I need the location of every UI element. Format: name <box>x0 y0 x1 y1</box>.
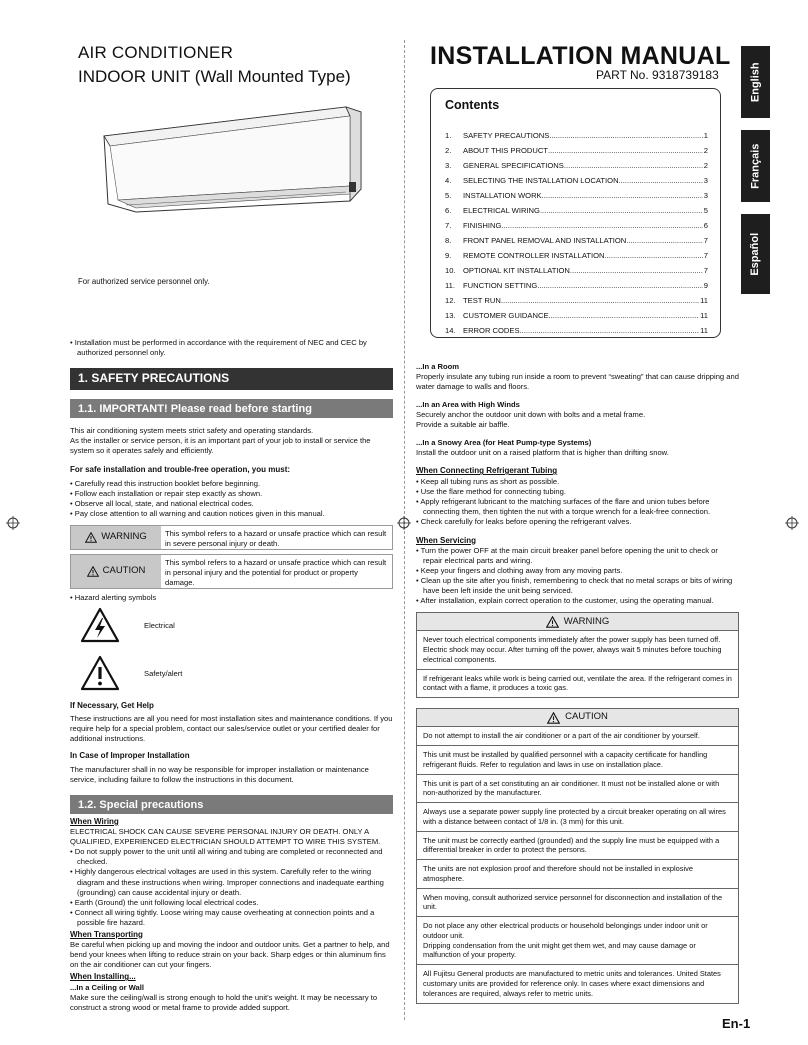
transporting-text: Be careful when picking up and moving the indoor and outdoor units. Get a partner to help, and bend your knees when lifting to reduce strain on your back. Sharp edges or thin aluminum fins on the air conditioner can cut your fingers. <box>70 940 390 970</box>
toc-entry[interactable] <box>445 309 708 324</box>
safety-alert-label: Safety/alert <box>144 668 183 678</box>
toc-entry-number: 4. <box>445 175 452 185</box>
caution-box-header <box>417 709 738 727</box>
list-item: • Observe all local, state, and national electrical codes. <box>70 499 393 509</box>
language-tab-french[interactable] <box>741 130 770 202</box>
air-conditioner-illustration <box>96 104 386 219</box>
toc-leader-dots <box>548 146 703 156</box>
caution-item: The units are not explosion proof and therefore should not be installed in explosive atmosphere. <box>417 860 738 889</box>
list-item: • Use the flare method for connecting tubing. <box>416 487 739 497</box>
toc-entry-page: 7 <box>703 250 708 260</box>
toc-entry-number: 1. <box>445 130 452 140</box>
list-item: • Keep all tubing runs as short as possible. <box>416 477 739 487</box>
toc-leader-dots <box>626 236 702 246</box>
toc-leader-dots <box>501 221 702 231</box>
toc-entry-title: CUSTOMER GUIDANCE <box>463 310 549 320</box>
list-item: • Carefully read this instruction booklet before beginning. <box>70 479 393 489</box>
toc-entry-number: 14. <box>445 325 456 335</box>
refrigerant-tubing-list <box>416 477 739 527</box>
toc-entry-number: 11. <box>445 280 455 290</box>
toc-entry-page: 1 <box>703 130 708 140</box>
right-column <box>416 362 739 1004</box>
toc-entry-page: 7 <box>703 235 708 245</box>
warning-box <box>416 612 739 698</box>
safe-installation-heading: For safe installation and trouble-free operation, you must: <box>70 465 291 475</box>
improper-installation-heading: In Case of Improper Installation <box>70 751 190 761</box>
list-item: • Check carefully for leaks before opening the refrigerant valves. <box>416 517 739 527</box>
when-servicing-heading: When Servicing <box>416 535 477 545</box>
high-winds-text: Securely anchor the outdoor unit down with bolts and a metal frame. <box>416 410 646 420</box>
manual-title: INSTALLATION MANUAL <box>430 42 731 70</box>
section-1-2-heading: 1.2. Special precautions <box>70 795 393 814</box>
warning-symbol-row <box>70 525 393 550</box>
toc-entry[interactable] <box>445 249 708 264</box>
ceiling-wall-heading: ...In a Ceiling or Wall <box>70 982 144 992</box>
toc-entry-page: 9 <box>703 280 708 290</box>
list-item: • Clean up the site after you finish, remembering to check that no metal scraps or bits of wiring have been left inside the unit being serviced. <box>416 576 739 596</box>
language-tab-spanish[interactable] <box>741 214 770 294</box>
list-item: • Follow each installation or repair step exactly as shown. <box>70 489 393 499</box>
caution-item: Always use a separate power supply line protected by a circuit breaker operating on all wires with a distance between contact of 1/8 in. (3 mm) for this unit. <box>417 803 738 832</box>
caution-item: When moving, consult authorized service personnel for disconnection and installation of the unit. <box>417 889 738 918</box>
toc-entry-page: 11 <box>700 295 708 305</box>
toc-entry-number: 9. <box>445 250 452 260</box>
toc-leader-dots <box>549 131 702 141</box>
toc-entry-page: 3 <box>703 175 708 185</box>
toc-entry[interactable] <box>445 294 708 309</box>
list-item: • Apply refrigerant lubricant to the matching surfaces of the flare and union tubes before connecting them, then tighten the nut with a torque wrench for a leak-free connection. <box>416 497 739 517</box>
snowy-area-heading: ...In a Snowy Area (for Heat Pump-type Systems) <box>416 438 592 448</box>
toc-entry-page: 2 <box>703 145 708 155</box>
hazard-symbols-label: • Hazard alerting symbols <box>70 592 157 602</box>
toc-entry[interactable] <box>445 204 708 219</box>
toc-entry-title: ERROR CODES <box>463 325 520 335</box>
warning-triangle-icon <box>85 532 97 543</box>
language-label: English <box>749 62 762 102</box>
section-1-1-heading: 1.1. IMPORTANT! Please read before starting <box>70 399 393 418</box>
table-of-contents <box>430 88 721 338</box>
list-item: • Keep your fingers and clothing away from any moving parts. <box>416 566 739 576</box>
language-label: Français <box>749 143 762 189</box>
toc-entry[interactable] <box>445 159 708 174</box>
warning-item: If refrigerant leaks while work is being carried out, ventilate the area. If the refrigerant comes in contact with a flame, it produces a toxic gas. <box>423 673 732 693</box>
product-title-line1: AIR CONDITIONER <box>78 43 234 62</box>
toc-entry-title: OPTIONAL KIT INSTALLATION <box>463 265 570 275</box>
toc-entry-number: 5. <box>445 190 452 200</box>
toc-leader-dots <box>540 206 703 216</box>
caution-description: This symbol refers to a hazard or unsafe practice which can result in personal injury and the potential for product or property damage. <box>165 557 387 587</box>
get-help-text: These instructions are all you need for most installation sites and maintenance conditions. If you require help for a special problem, contact our sales/service outlet or your certified dealer for additional instructions. <box>70 714 393 744</box>
toc-entry[interactable] <box>445 174 708 189</box>
in-a-room-text: Properly insulate any tubing run inside a room to prevent “sweating” that can cause dripping and water damage to walls and floors. <box>416 372 739 392</box>
warning-box-title: WARNING <box>563 615 610 627</box>
refrigerant-tubing-heading: When Connecting Refrigerant Tubing <box>416 466 558 476</box>
toc-entry[interactable] <box>445 189 708 204</box>
when-installing-heading: When Installing... <box>70 972 136 982</box>
caution-item: Do not place any other electrical products or household belongings under indoor unit or outdoor unit. Dripping condensation from the unit might get them wet, and may cause damage or malfunction of your property. <box>417 917 738 965</box>
intro-text: This air conditioning system meets strict safety and operating standards. <box>70 426 314 436</box>
toc-leader-dots <box>501 296 699 306</box>
wiring-list <box>70 847 393 927</box>
safe-installation-list <box>70 479 393 519</box>
toc-entry-title: SELECTING THE INSTALLATION LOCATION <box>463 175 619 185</box>
caution-triangle-icon <box>547 712 560 724</box>
left-column <box>70 338 393 1013</box>
when-transporting-heading: When Transporting <box>70 929 143 939</box>
toc-entry-title: ELECTRICAL WIRING <box>463 205 540 215</box>
warning-label <box>71 526 161 549</box>
toc-entry[interactable] <box>445 264 708 279</box>
toc-entry-page: 2 <box>703 160 708 170</box>
toc-leader-dots <box>537 281 703 291</box>
toc-entry-page: 7 <box>703 265 708 275</box>
warning-item: Never touch electrical components immediately after the power supply has been turned off. Electric shock may occur. After turning off the power, always wait 5 minutes before touching electrical components. <box>417 631 738 669</box>
toc-leader-dots <box>619 176 703 186</box>
caution-label-text: CAUTION <box>102 564 146 576</box>
warning-description: This symbol refers to a hazard or unsafe practice which can result in severe personal injury or death. <box>165 528 387 548</box>
toc-leader-dots <box>520 326 700 336</box>
authorized-note: For authorized service personnel only. <box>78 277 210 286</box>
list-item: • Turn the power OFF at the main circuit breaker panel before opening the unit to check or repair electrical parts and wiring. <box>416 546 739 566</box>
high-winds-text: Provide a suitable air baffle. <box>416 420 510 430</box>
toc-entry-number: 12. <box>445 295 456 305</box>
in-a-room-heading: ...In a Room <box>416 362 460 371</box>
contents-title: Contents <box>445 98 500 112</box>
ceiling-wall-text: Make sure the ceiling/wall is strong enough to hold the unit's weight. It may be necessary to construct a strong wood or metal frame to provide added support. <box>70 992 378 1012</box>
language-tab-english[interactable] <box>741 46 770 118</box>
servicing-list <box>416 546 739 606</box>
caution-item: This unit must be installed by qualified personnel with a capacity certificate for handling refrigerant fluids. Refer to regulation and laws in use on installation place. <box>417 746 738 775</box>
toc-entry-title: INSTALLATION WORK <box>463 190 542 200</box>
toc-entry[interactable] <box>445 144 708 159</box>
caution-item: This unit is part of a set constituting an air conditioner. It must not be installed alone or with non-authorized by the manufacturer. <box>417 775 738 804</box>
list-item: • Earth (Ground) the unit following local electrical codes. <box>70 898 393 908</box>
warning-label-text: WARNING <box>101 530 147 542</box>
intro-text: As the installer or service person, it is an important part of your job to install or service the system so it operates safely and efficiently. <box>70 436 371 456</box>
list-item: • Connect all wiring tightly. Loose wiring may cause overheating at connection points and a possible fire hazard. <box>70 908 393 928</box>
toc-entry-number: 2. <box>445 145 452 155</box>
toc-entry-number: 3. <box>445 160 452 170</box>
wiring-warning-text: ELECTRICAL SHOCK CAN CAUSE SEVERE PERSONAL INJURY OR DEATH. ONLY A QUALIFIED, EXPERIENCED ELECTRICIAN SHOULD ATTEMPT TO WIRE THIS SYSTEM. <box>70 827 381 847</box>
toc-entry-page: 5 <box>703 205 708 215</box>
safety-alert-icon <box>80 655 120 691</box>
list-item: • Do not supply power to the unit until all wiring and tubing are completed or reconnected and checked. <box>70 847 393 867</box>
toc-leader-dots <box>549 311 700 321</box>
toc-entry-number: 10. <box>445 265 456 275</box>
caution-item: All Fujitsu General products are manufactured to metric units and tolerances. United States customary units are provided for reference only. In cases where exact dimensions and tolerances are required, always refer to metric units. <box>423 969 721 998</box>
nec-note: • Installation must be performed in accordance with the requirement of NEC and CEC by authorized personnel only. <box>70 338 367 358</box>
toc-entry-number: 7. <box>445 220 452 230</box>
electrical-hazard-icon <box>80 607 120 643</box>
warning-triangle-icon <box>546 616 559 628</box>
caution-box <box>416 708 739 1003</box>
toc-entry-page: 11 <box>700 325 708 335</box>
toc-entry[interactable] <box>445 279 708 294</box>
toc-entry[interactable] <box>445 219 708 234</box>
toc-entry-title: TEST RUN <box>463 295 501 305</box>
caution-item: Do not attempt to install the air conditioner or a part of the air conditioner by yourself. <box>417 727 738 746</box>
caution-box-title: CAUTION <box>565 711 608 723</box>
toc-entry-number: 13. <box>445 310 456 320</box>
caution-item: The unit must be correctly earthed (grounded) and the supply line must be equipped with a differential breaker in order to protect the persons. <box>417 832 738 861</box>
toc-entry[interactable] <box>445 234 708 249</box>
caution-symbol-row <box>70 554 393 589</box>
registration-mark-icon <box>785 516 799 530</box>
toc-entry-title: REMOTE CONTROLLER INSTALLATION <box>463 250 605 260</box>
caution-triangle-icon <box>87 566 99 577</box>
toc-leader-dots <box>542 191 703 201</box>
column-divider <box>404 40 405 1020</box>
toc-leader-dots <box>605 251 703 261</box>
language-label: Español <box>749 232 762 276</box>
toc-entry-number: 8. <box>445 235 452 245</box>
warning-box-header <box>417 613 738 631</box>
toc-entry-title: ABOUT THIS PRODUCT <box>463 145 548 155</box>
toc-entry[interactable] <box>445 129 708 144</box>
toc-entry-title: GENERAL SPECIFICATIONS <box>463 160 564 170</box>
toc-leader-dots <box>564 161 703 171</box>
toc-entry-page: 6 <box>703 220 708 230</box>
toc-entry-number: 6. <box>445 205 452 215</box>
improper-installation-text: The manufacturer shall in no way be responsible for improper installation or maintenance service, including failure to follow the instructions in this document. <box>70 764 369 784</box>
get-help-heading: If Necessary, Get Help <box>70 700 154 710</box>
registration-mark-icon <box>6 516 20 530</box>
page-number: En-1 <box>722 1016 751 1031</box>
part-number: PART No. 9318739183 <box>596 68 719 82</box>
registration-mark-icon <box>397 516 411 530</box>
caution-label <box>71 555 161 588</box>
toc-entry-title: FUNCTION SETTING <box>463 280 538 290</box>
list-item: • Highly dangerous electrical voltages are used in this system. Carefully refer to the wiring diagram and these instructions when wiring. Improper connections and inadequate earthing (grounding) can cause accidental injury or death. <box>70 867 393 897</box>
toc-entry-title: SAFETY PRECAUTIONS <box>463 130 550 140</box>
toc-leader-dots <box>570 266 703 276</box>
high-winds-heading: ...In an Area with High Winds <box>416 400 520 410</box>
list-item: • Pay close attention to all warning and caution notices given in this manual. <box>70 509 393 519</box>
section-1-heading: 1. SAFETY PRECAUTIONS <box>70 368 393 390</box>
snowy-area-text: Install the outdoor unit on a raised platform that is higher than drifting snow. <box>416 448 669 458</box>
electrical-label: Electrical <box>144 620 175 630</box>
toc-entry-page: 11 <box>700 310 708 320</box>
when-wiring-heading: When Wiring <box>70 816 119 826</box>
toc-entry-title: FRONT PANEL REMOVAL AND INSTALLATION <box>463 235 627 245</box>
product-title-line2: INDOOR UNIT (Wall Mounted Type) <box>78 67 351 86</box>
list-item: • After installation, explain correct operation to the customer, using the operating manual. <box>416 596 739 606</box>
toc-entry[interactable] <box>445 324 708 339</box>
toc-entry-page: 3 <box>703 190 708 200</box>
toc-entry-title: FINISHING <box>463 220 502 230</box>
